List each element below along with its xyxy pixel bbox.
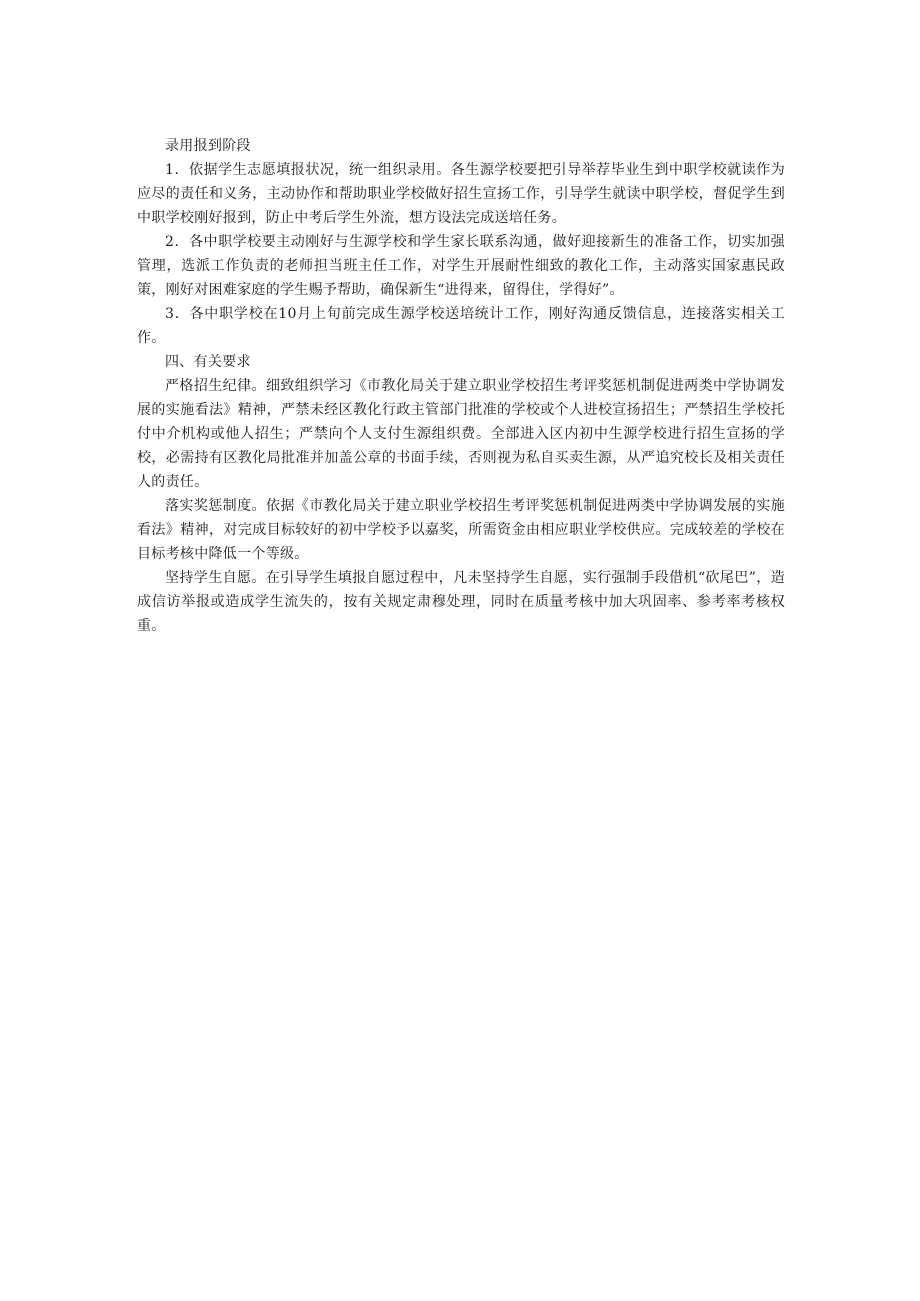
paragraph-item-1: 1．依据学生志愿填报状况，统一组织录用。各生源学校要把引导举荐毕业生到中职学校就读作为应尽的责任和义务，主动协作和帮助职业学校做好招生宣扬工作，引导学生就读中职学校，督促学生到中职学校刚好报到，防止中考后学生外流，想方设法完成送培任务。 <box>137 162 785 226</box>
section-heading-requirements: 四、有关要求 <box>165 354 251 370</box>
paragraph-rewards: 落实奖惩制度。依据《市教化局关于建立职业学校招生考评奖惩机制促进两类中学协调发展的实施看法》精神，对完成目标较好的初中学校予以嘉奖，所需资金由相应职业学校供应。完成较差的学校在目标考核中降低一个等级。 <box>137 498 785 562</box>
document-body <box>137 134 785 638</box>
section-heading-enrollment: 录用报到阶段 <box>165 138 251 154</box>
paragraph-item-2: 2．各中职学校要主动刚好与生源学校和学生家长联系沟通，做好迎接新生的准备工作，切实加强管理，选派工作负责的老师担当班主任工作，对学生开展耐性细致的教化工作，主动落实国家惠民政策，刚好对困难家庭的学生赐予帮助，确保新生“进得来，留得住，学得好”。 <box>137 234 785 298</box>
paragraph-voluntary: 坚持学生自愿。在引导学生填报自愿过程中，凡未坚持学生自愿，实行强制手段借机“砍尾巴”，造成信访举报或造成学生流失的，按有关规定肃穆处理，同时在质量考核中加大巩固率、参考率考核权重。 <box>137 570 785 634</box>
paragraph-item-3: 3．各中职学校在10月上旬前完成生源学校送培统计工作，刚好沟通反馈信息，连接落实相关工作。 <box>137 306 785 346</box>
paragraph-discipline: 严格招生纪律。细致组织学习《市教化局关于建立职业学校招生考评奖惩机制促进两类中学协调发展的实施看法》精神，严禁未经区教化行政主管部门批准的学校或个人进校宣扬招生；严禁招生学校托付中介机构或他人招生；严禁向个人支付生源组织费。全部进入区内初中生源学校进行招生宣扬的学校，必需持有区教化局批准并加盖公章的书面手续，否则视为私自买卖生源，从严追究校长及相关责任人的责任。 <box>137 378 785 490</box>
